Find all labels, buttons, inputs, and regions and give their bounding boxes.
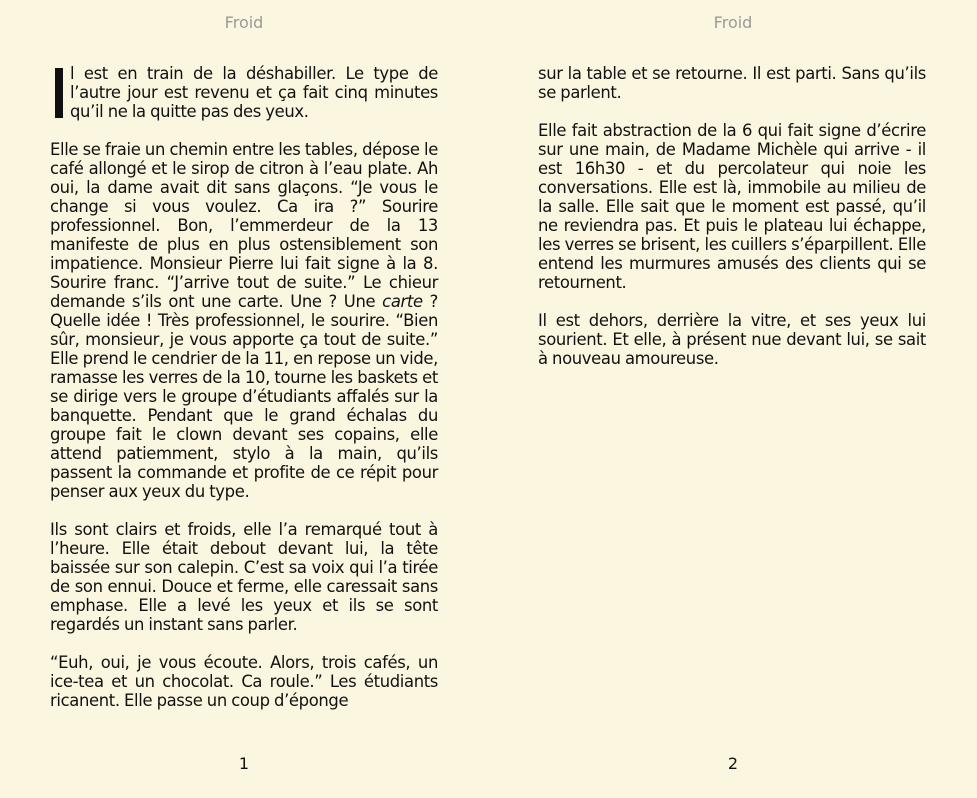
left-page [0, 0, 488, 798]
page-text [538, 64, 926, 387]
paragraph: “Euh, oui, je vous écoute. Alors, trois cafés, un ice-tea et un chocolat. Ca roule.” Les étudiants ricanent. Elle passe un coup d’éponge [50, 653, 438, 710]
paragraph: sur la table et se retourne. Il est parti. Sans qu’ils se parlent. [538, 64, 926, 102]
paragraph: Elle fait abstraction de la 6 qui fait signe d’écrire sur une main, de Madame Michèle qui arrive - il est 16h30 - et du percolateur qui noie les conversations. Elle est là, immobile au milieu de la salle. Elle sait que le moment est passé, qu’il ne reviendra pas. Et puis le plateau lui échappe, les verres se brisent, les cuillers s’éparpillent. Elle entend les murmures amusés des clients qui se retournent. [538, 121, 926, 292]
opening-paragraph [50, 64, 438, 121]
running-head: Froid [224, 13, 264, 32]
paragraph: Ils sont clairs et froids, elle l’a remarqué tout à l’heure. Elle était debout devant lui, la tête baissée sur son calepin. C’est sa voix qui l’a tirée de son ennui. Douce et ferme, elle caressait sans emphase. Elle a levé les yeux et ils se sont regardés un instant sans parler. [50, 520, 438, 634]
italic-word: carte [382, 292, 423, 311]
page-number: 2 [727, 754, 739, 773]
paragraph-text: ? Quelle idée ! Très professionnel, le sourire. “Bien sûr, monsieur, je vous apporte ça tout de suite.” Elle prend le cendrier de la 11, en repose un vide, ramasse les verres de la 10, tourne les baskets et se dirige vers le groupe d’étudiants affalés sur la banquette. Pendant que le grand échalas du groupe fait le clown devant ses copains, elle attend patiemment, stylo à la main, qu’ils passent la commande et profite de ce répit pour penser aux yeux du type. [50, 292, 438, 501]
running-head: Froid [713, 13, 753, 32]
paragraph-text: Elle se fraie un chemin entre les tables, dépose le café allongé et le sirop de citron à l’eau plate. Ah oui, la dame avait dit sans glaçons. “Je vous le change si vous voulez. Ca ira ?” Sourire professionnel. Bon, l’emmerdeur de la 13 manifeste de plus en plus ostensiblement son impatience. Monsieur Pierre lui fait signe à la 8. Sourire franc. “J’arrive tout de suite.” Le chieur demande s’ils ont une carte. Une ? Une [50, 140, 438, 311]
opening-paragraph-text: l est en train de la déshabiller. Le type de l’autre jour est revenu et ça fait cinq minutes qu’il ne la quitte pas des yeux. [70, 64, 438, 121]
paragraph: Il est dehors, derrière la vitre, et ses yeux lui sourient. Et elle, à présent nue devant lui, se sait à nouveau amoureuse. [538, 311, 926, 368]
page-text [50, 64, 438, 710]
right-page [489, 0, 977, 798]
page-number: 1 [238, 754, 250, 773]
dropcap-letter [55, 68, 63, 118]
paragraph [50, 140, 438, 501]
